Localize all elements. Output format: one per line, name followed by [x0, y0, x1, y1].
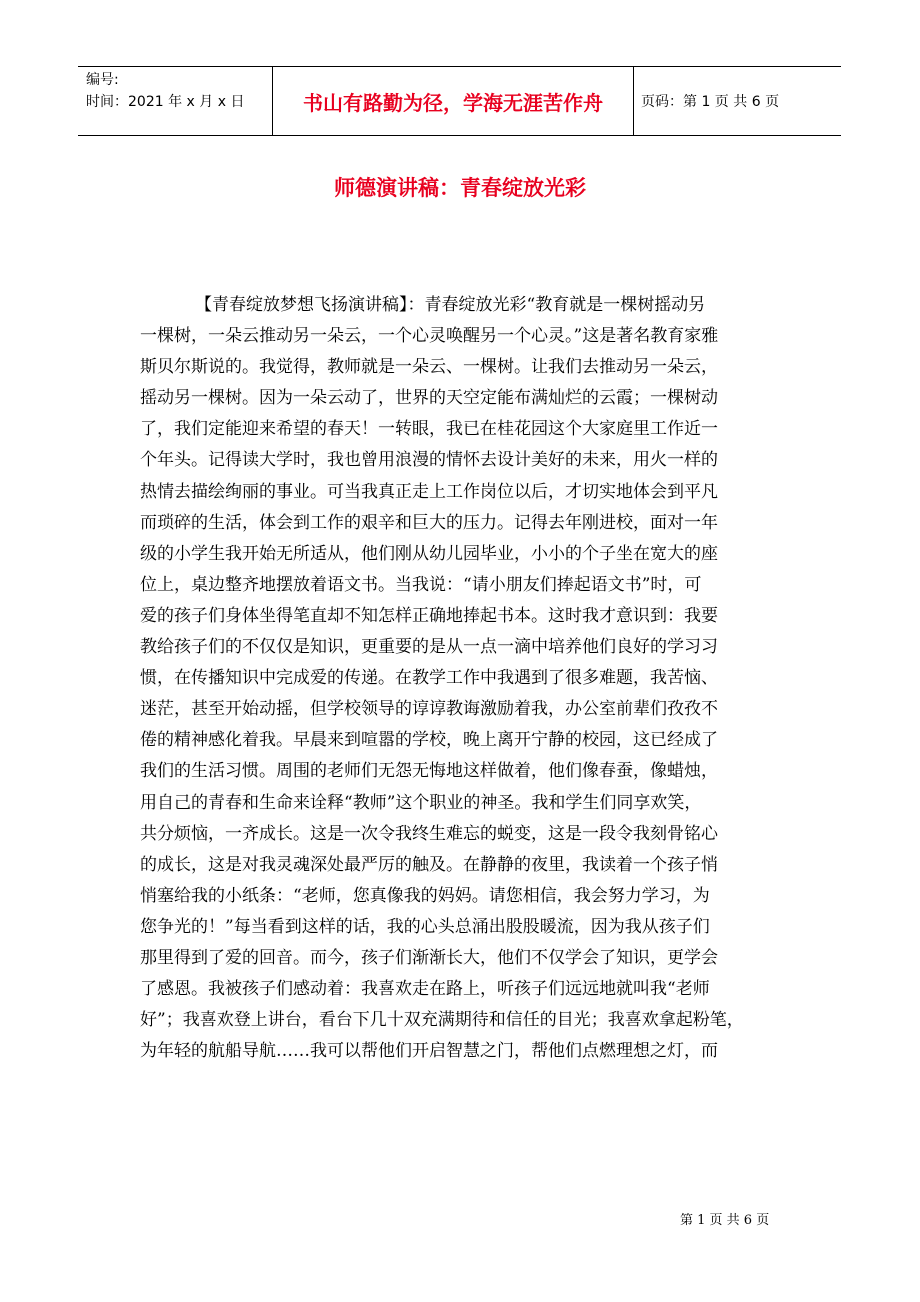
header-table	[78, 66, 841, 136]
body-line: 位上，桌边整齐地摆放着语文书。当我说：“请小朋友们捧起语文书”时，可	[140, 574, 702, 595]
body-line: 【青春绽放梦想飞扬演讲稿】：青春绽放光彩“教育就是一棵树摇动另	[195, 295, 706, 315]
body-line: 好”；我喜欢登上讲台，看台下几十双充满期待和信任的目光；我喜欢拿起粉笔，	[140, 1010, 744, 1031]
body-line: 摇动另一棵树。因为一朵云动了，世界的天空定能布满灿烂的云霞；一棵树动	[140, 388, 718, 409]
body-line: 斯贝尔斯说的。我觉得，教师就是一朵云、一棵树。让我们去推动另一朵云，	[140, 357, 718, 378]
page-info: 页码：第 1 页 共 6 页	[641, 94, 780, 110]
page-footer: 第 1 页 共 6 页	[680, 1213, 770, 1228]
body-line: 用自己的青春和生命来诠释“教师”这个职业的神圣。我和学生们同享欢笑，	[140, 792, 702, 813]
body-line: 热情去描绘绚丽的事业。可当我真正走上工作岗位以后，才切实地体会到平凡	[140, 481, 718, 502]
body-line: 了，我们定能迎来希望的春天！一转眼，我已在桂花园这个大家庭里工作近一	[140, 419, 718, 440]
body-line: 惯，在传播知识中完成爱的传递。在教学工作中我遇到了很多难题，我苦恼、	[140, 668, 718, 689]
time-label: 时间：2021 年 x 月 x 日	[86, 94, 245, 110]
body-line: 了感恩。我被孩子们感动着：我喜欢走在路上，听孩子们远远地就叫我“老师	[140, 979, 710, 1000]
body-line: 一棵树，一朵云推动另一朵云，一个心灵唤醒另一个心灵。”这是著名教育家雅	[140, 326, 719, 347]
body-line: 那里得到了爱的回音。而今，孩子们渐渐长大，他们不仅学会了知识，更学会	[140, 947, 718, 968]
body-line: 级的小学生我开始无所适从，他们刚从幼儿园毕业，小小的个子坐在宽大的座	[140, 543, 718, 564]
body-line: 个年头。记得读大学时，我也曾用浪漫的情怀去设计美好的未来，用火一样的	[140, 450, 718, 471]
body-line: 我们的生活习惯。周围的老师们无怨无悔地这样做着，他们像春蚕，像蜡烛，	[140, 761, 718, 782]
body-line: 倦的精神感化着我。早晨来到喧嚣的学校，晚上离开宁静的校园，这已经成了	[140, 730, 718, 751]
body-line: 为年轻的航船导航……我可以帮他们开启智慧之门，帮他们点燃理想之灯，而	[140, 1041, 718, 1062]
body-line: 共分烦恼，一齐成长。这是一次令我终生难忘的蜕变，这是一段令我刻骨铭心	[140, 823, 718, 844]
body-line: 而琐碎的生活，体会到工作的艰辛和巨大的压力。记得去年刚进校，面对一年	[140, 512, 718, 533]
body-line: 教给孩子们的不仅仅是知识，更重要的是从一点一滴中培养他们良好的学习习	[140, 637, 718, 658]
body-line: 您争光的！”每当看到这样的话，我的心头总涌出股股暖流，因为我从孩子们	[140, 916, 710, 937]
motto: 书山有路勤为径，学海无涯苦作舟	[303, 90, 603, 115]
body-line: 悄塞给我的小纸条：“老师，您真像我的妈妈。请您相信，我会努力学习，为	[140, 885, 710, 906]
header-left-cell	[78, 67, 273, 135]
body-line: 迷茫，甚至开始动摇，但学校领导的谆谆教诲激励着我，办公室前辈们孜孜不	[140, 699, 718, 720]
header-right-cell	[634, 67, 841, 135]
number-label: 编号:	[86, 72, 119, 88]
body-text	[140, 290, 804, 1067]
page-title: 师德演讲稿：青春绽放光彩	[334, 176, 586, 200]
header-middle-cell	[273, 67, 634, 135]
body-line: 的成长，这是对我灵魂深处最严厉的触及。在静静的夜里，我读着一个孩子悄	[140, 854, 718, 875]
body-line: 爱的孩子们身体坐得笔直却不知怎样正确地捧起书本。这时我才意识到：我要	[140, 605, 718, 626]
